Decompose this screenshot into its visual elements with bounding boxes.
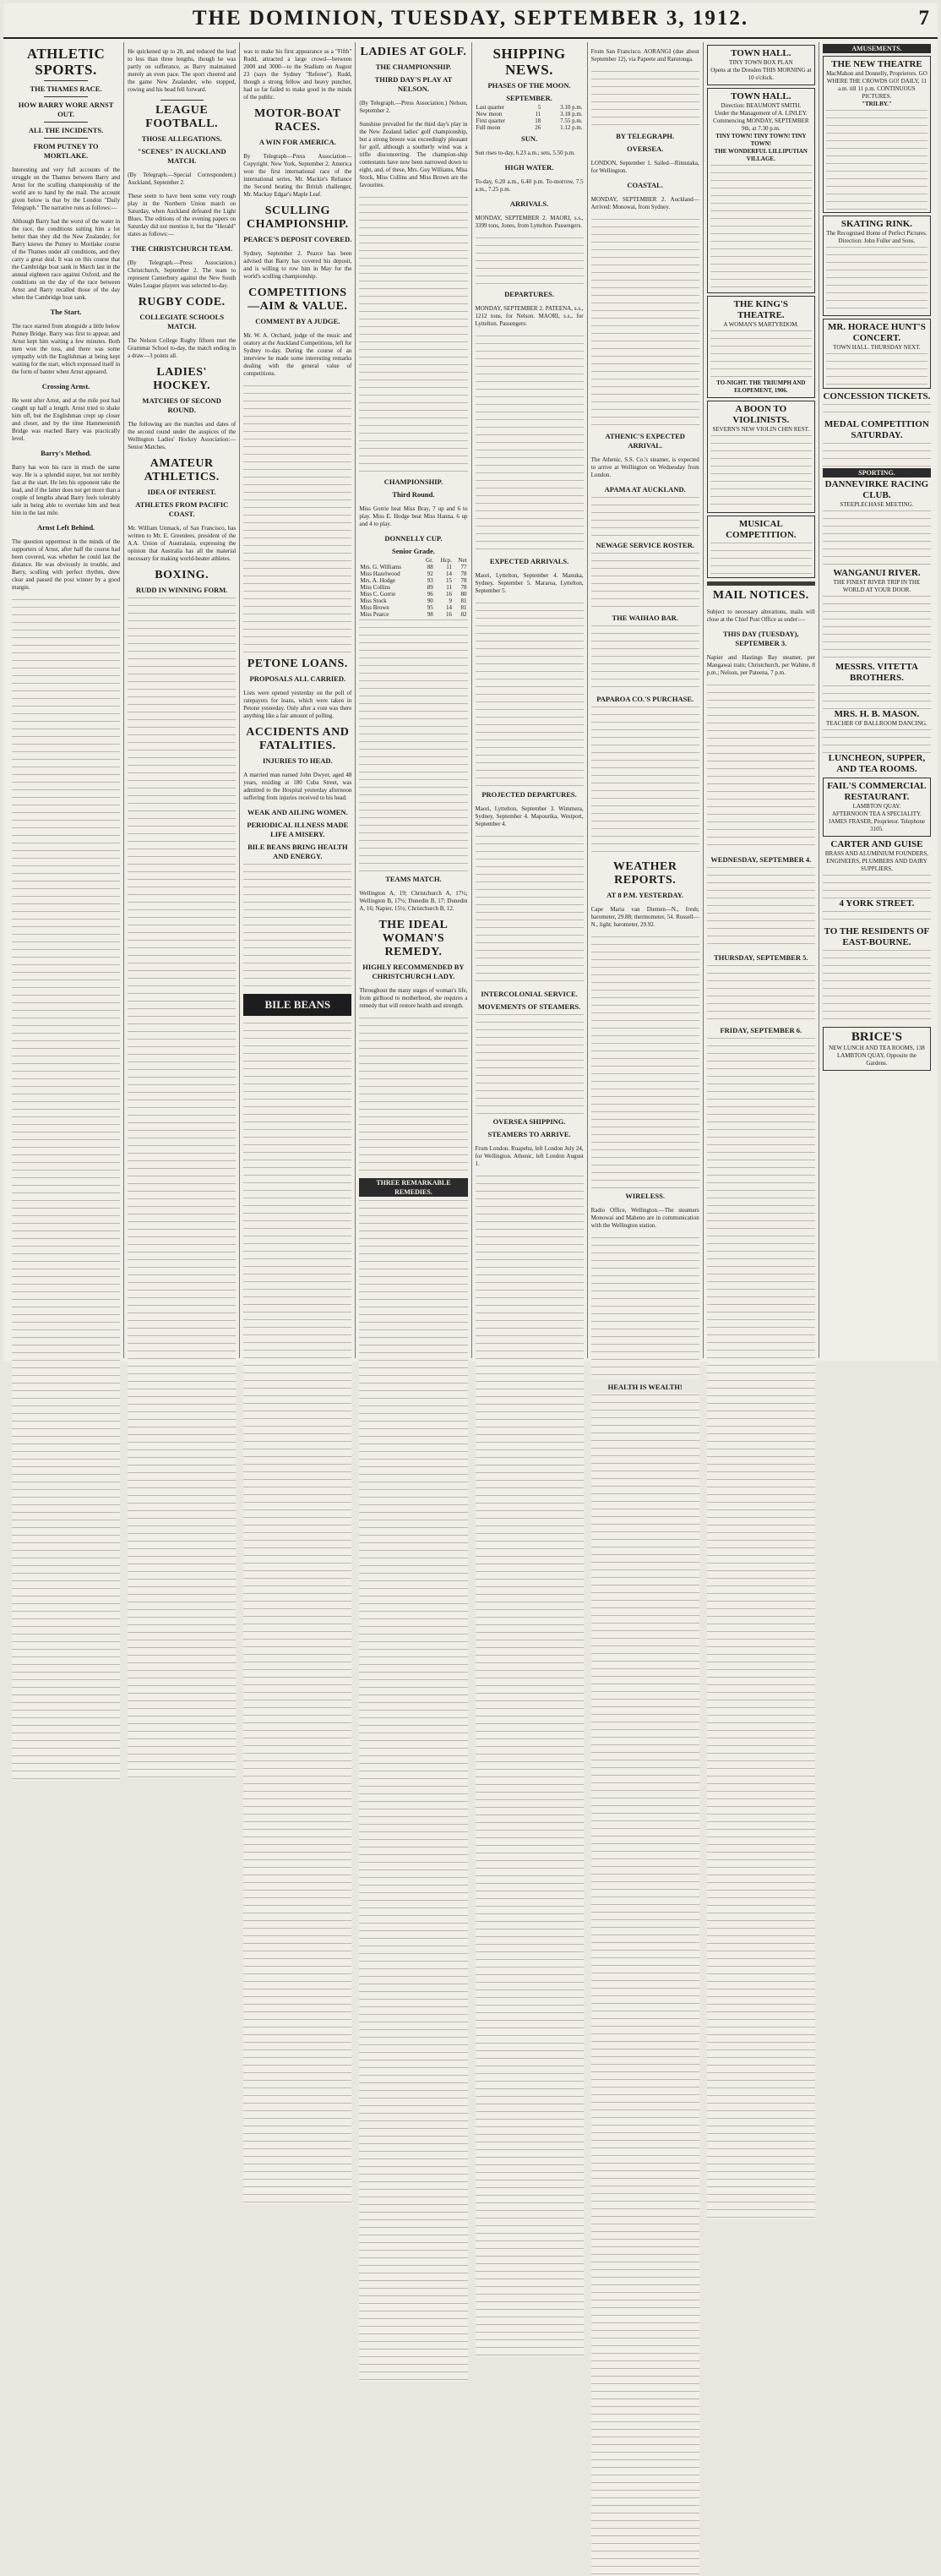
advert-subheading: THE WONDERFUL LILLIPUTIAN VILLAGE. bbox=[714, 148, 808, 162]
table-cell: 90 bbox=[427, 598, 433, 604]
subheadline: COLLEGIATE SCHOOLS MATCH. bbox=[139, 313, 225, 330]
advert-text: MacMahon and Donnelly, Proprietors. GO WHERE THE CROWDS GO! DAILY, 11 a.m. till 11 p.m. CONTINUOUS PICTURES. bbox=[826, 70, 927, 100]
subheadline: ARRIVALS. bbox=[509, 199, 549, 208]
advert bbox=[707, 88, 815, 293]
byline: (By Telegraph.—Press Association.) Nelson, September 2. bbox=[359, 100, 468, 114]
table-cell: 78 bbox=[460, 584, 467, 591]
bile-beans-advert: BILE BEANS bbox=[243, 994, 351, 1016]
subheadline: "SCENES" IN AUCKLAND MATCH. bbox=[137, 147, 226, 165]
text-block bbox=[823, 728, 931, 753]
table-cell: Mrs. A. Hodge bbox=[360, 577, 395, 584]
subheadline: DONNELLY CUP. bbox=[384, 534, 443, 543]
text-block bbox=[591, 1393, 699, 2576]
article-text: Barry has won his race in much the same way. He is a splendid stayer, but not terribly fast at the start. He lets his opponent take the lead, and if the latter does not get more than a couple of lengths ahead Barry feels tolerably safe in being able to overtake him and beat him in the last mile. bbox=[12, 464, 121, 516]
advert-heading: THE NEW THEATRE bbox=[831, 59, 922, 69]
headline: LADIES' HOCKEY. bbox=[153, 366, 211, 392]
headline: ACCIDENTS AND FATALITIES. bbox=[246, 726, 350, 752]
table-header-row bbox=[359, 557, 467, 564]
text-block bbox=[710, 163, 812, 290]
text-block bbox=[591, 69, 699, 128]
subheadline: BY TELEGRAPH. bbox=[616, 132, 675, 140]
advert-heading: SKATING RINK. bbox=[840, 219, 913, 229]
article-text: MONDAY, SEPTEMBER 2. MAORI, s.s., 3399 tons, Jones, from Lyttelton. Passengers. bbox=[475, 215, 584, 229]
advert-heading: MRS. H. B. MASON. bbox=[834, 709, 920, 719]
headline: ATHLETIC SPORTS. bbox=[26, 46, 106, 78]
article-text: Throughout the many stages of woman's life, from girlhood to motherhood, she requires a remedy that will restore health and strength. bbox=[359, 987, 468, 1009]
divider bbox=[707, 581, 815, 586]
text-block bbox=[591, 935, 699, 1188]
headline: BOXING. bbox=[155, 569, 209, 581]
article-text: Wellington A, 19; Christchurch A, 17½; Wellington B, 17½; Dunedin B, 17; Dunedin A, 16; Napier, 15½; Christchurch B, 12. bbox=[359, 890, 468, 912]
column-league-football bbox=[124, 42, 240, 1358]
text-block bbox=[476, 1012, 584, 1114]
divider bbox=[160, 100, 204, 101]
text-block bbox=[826, 108, 927, 210]
advert-text: Under the Management of A. LINLEY. Commencing MONDAY, SEPTEMBER 9th, at 7.30 p.m. bbox=[713, 110, 809, 132]
advert-heading: MESSRS. VITETTA BROTHERS. bbox=[835, 662, 918, 683]
article-text: The Athenic, S.S. Co.'s steamer, is expected to arrive at Wellington on Wednesday from London. bbox=[590, 456, 699, 478]
section-heading: Crossing Arnst. bbox=[41, 382, 90, 390]
table-cell: 7.55 p.m. bbox=[560, 117, 583, 124]
article-text: By Telegraph—Press Association—Copyright. New York, September 2. America won the first international race of the international series, Mr. Mackie's Reliance the Second beating the British challenger, Mr. Mackay Edgar's Maple Leaf. bbox=[243, 153, 352, 198]
advert-text: THE FINEST RIVER TRIP IN THE WORLD AT YOUR DOOR. bbox=[833, 579, 921, 593]
subheadline: CHAMPIONSHIP. bbox=[383, 478, 443, 486]
table-row bbox=[359, 598, 467, 604]
headline: SCULLING CHAMPIONSHIP. bbox=[246, 205, 349, 231]
text-block bbox=[823, 402, 931, 419]
table-cell: 81 bbox=[460, 604, 467, 611]
advert-heading: DANNEVIRKE RACING CLUB. bbox=[824, 479, 929, 500]
advert-heading: MR. HORACE HUNT'S CONCERT. bbox=[828, 322, 926, 343]
article-text: The Nelson College Rugby fifteen met the Grammar School to-day, the match ending in a draw—3 points all. bbox=[128, 337, 237, 359]
columns bbox=[8, 42, 934, 1391]
article-text: Sunshine prevailed for the third day's play in the New Zealand ladies' golf championship, but a strong breeze was exceedingly pleasant for golf, although a southerly wind was a trifle disconcerting. The champion-ship contestants have now been narrowed down to eight, and, of these, Mrs. Guy Williams, Miss Stock, Miss Collins and Miss Brown are the favourites. bbox=[359, 121, 468, 188]
subheadline: HOW BARRY WORE ARNST OUT. bbox=[18, 101, 114, 118]
subheadline: MATCHES OF SECOND ROUND. bbox=[142, 396, 221, 414]
article-text: LONDON, September 1. Sailed—Rimutaka, for Wellington. bbox=[590, 160, 699, 174]
text-block bbox=[823, 948, 931, 1024]
text-block bbox=[359, 1016, 467, 1176]
subheadline: RUDD IN WINNING FORM. bbox=[135, 586, 228, 594]
article-text: MONDAY, SEPTEMBER 2. PATEENA, s.s., 1212 tons, for Nelson. MAORI, s.s., for Lyttelton. Passengers: bbox=[475, 305, 584, 327]
advert-heading: TOWN HALL. bbox=[731, 48, 791, 58]
column-town-hall-ads bbox=[704, 42, 819, 1358]
article-text: Sun rises to-day, 6.23 a.m.; sets, 5.50 p.m. bbox=[475, 150, 575, 156]
table-row bbox=[359, 564, 467, 570]
table-row bbox=[359, 604, 467, 611]
subheadline: DEPARTURES. bbox=[504, 290, 554, 298]
newspaper-page bbox=[3, 3, 938, 1391]
subheadline: TEAMS MATCH. bbox=[385, 875, 442, 883]
subheadline: THURSDAY, SEPTEMBER 5. bbox=[714, 953, 808, 962]
subheadline: APAMA AT AUCKLAND. bbox=[604, 485, 686, 494]
subheadline: HEALTH IS WEALTH! bbox=[607, 1383, 683, 1391]
article-text: The following are the matches and dates of the second round under the auspices of the Wellington Ladies' Hockey Association:— Senior Matches. bbox=[128, 421, 237, 450]
subheadline: IDEA OF INTEREST. bbox=[147, 488, 216, 496]
advert-text: SEVERN'S NEW VIOLIN CHIN REST. bbox=[712, 426, 810, 433]
table-cell: 78 bbox=[460, 577, 467, 584]
subheadline: A WIN FOR AMERICA. bbox=[258, 138, 336, 146]
masthead bbox=[3, 3, 938, 39]
table-cell: Miss Brown bbox=[360, 604, 389, 611]
table-cell: 14 bbox=[446, 570, 453, 577]
table-row bbox=[359, 577, 467, 584]
table-cell: 9 bbox=[449, 598, 453, 604]
article-text: From London. Ruapehu, left London July 24, for Wellington. Athenic, left London August 1. bbox=[475, 1145, 584, 1167]
subheadline: ATHLETES FROM PACIFIC COAST. bbox=[135, 500, 229, 518]
article-text: These seem to have been some very rough play in the Northern Union match on Saturday, when Auckland defeated the Light Blues. The editions of the evening papers on Saturday did not mention it, but the "Herald" states as follows:— bbox=[128, 193, 237, 237]
text-block bbox=[707, 1036, 815, 2219]
subheadline: STEAMERS TO ARRIVE. bbox=[487, 1130, 571, 1138]
table-cell: 11 bbox=[535, 111, 541, 117]
table-cell: 82 bbox=[460, 611, 467, 618]
advert-heading: LUNCHEON, SUPPER, AND TEA ROOMS. bbox=[828, 753, 926, 774]
article-text: From San Francisco. AORANGI (due about September 12), via Papeete and Rarotonga. bbox=[590, 48, 699, 63]
table-header: Net bbox=[458, 557, 467, 564]
table-header: Hcp. bbox=[440, 557, 453, 564]
subheadline: PERIODICAL ILLNESS MADE LIFE A MISERY. bbox=[247, 821, 349, 838]
article-text: Napier and Hastings Bay steamer, per Mangawai train; Christchurch, per Wahine, 8 p.m.; Nelson, per Pateena, 7 p.m. bbox=[706, 654, 815, 676]
article-text: He quickened up to 28, and reduced the lead to less than three lengths, though he was partly on sufferance, as Barry maintained merely an even pace. The sport cheered and the game New Zealander, who stopped, rowing and his head fell forward. bbox=[128, 48, 237, 93]
table-row bbox=[359, 591, 467, 598]
article-text: Miss Gorrie beat Miss Bray, 7 up and 6 to play. Miss E. Hodge beat Miss Hanna, 6 up and 4 to play. bbox=[359, 505, 468, 527]
text-block bbox=[823, 684, 931, 709]
advert-heading: CARTER AND GUISE bbox=[830, 839, 923, 849]
text-block bbox=[823, 909, 931, 926]
advert-subheading: TINY TOWN! TINY TOWN! TINY TOWN! bbox=[715, 133, 807, 147]
text-block bbox=[710, 541, 812, 575]
subheadline: THIRD DAY'S PLAY AT NELSON. bbox=[374, 75, 453, 93]
divider bbox=[44, 122, 87, 123]
advert-heading: MUSICAL COMPETITION. bbox=[726, 519, 797, 540]
advert bbox=[823, 56, 931, 213]
table-row bbox=[359, 584, 467, 591]
table-cell: 26 bbox=[535, 124, 541, 131]
advert-text: AFTERNOON TEA A SPECIALITY. JAMES FRASER, Proprietor. Telephone 3105. bbox=[828, 810, 926, 832]
headline: PETONE LOANS. bbox=[247, 658, 348, 670]
table-cell: 3.18 p.m. bbox=[560, 111, 583, 117]
text-block bbox=[359, 618, 467, 871]
subheadline: PAPAROA CO.'S PURCHASE. bbox=[596, 695, 694, 703]
table-header: Gr. bbox=[426, 557, 433, 564]
advert-subheading: TOWN HALL. THURSDAY NEXT. bbox=[833, 344, 921, 351]
subheadline: ATHENIC'S EXPECTED ARRIVAL. bbox=[605, 432, 685, 450]
text-block bbox=[823, 441, 931, 467]
subheadline: OVERSEA. bbox=[627, 145, 664, 153]
subheadline: PEARCE'S DEPOSIT COVERED. bbox=[243, 235, 352, 243]
subheadline: MOVEMENTS OF STEAMERS. bbox=[477, 1002, 581, 1011]
table-cell: 3.10 p.m. bbox=[560, 104, 583, 111]
table-cell: 16 bbox=[446, 611, 453, 618]
table-cell: Miss Pearce bbox=[360, 611, 389, 618]
table-row bbox=[359, 611, 467, 618]
article-text: A married man named John Dwyer, aged 48 years, residing at 180 Cuba Street, was admitted to the Hospital yesterday afternoon suffering from injuries received to his head. bbox=[243, 772, 352, 801]
divider bbox=[44, 96, 87, 97]
article-text: To-day, 6.20 a.m., 6.40 p.m. To-morrow, 7.5 a.m., 7.25 p.m. bbox=[475, 178, 584, 193]
table-cell: 77 bbox=[460, 564, 467, 570]
advert-text: The Recognised Home of Perfect Pictures. Direction: John Fuller and Sons. bbox=[826, 230, 927, 244]
advert-heading: FAIL'S COMMERCIAL RESTAURANT. bbox=[827, 781, 927, 802]
table-cell: 93 bbox=[427, 577, 433, 584]
text-block bbox=[707, 865, 815, 950]
page-number: 7 bbox=[918, 7, 929, 30]
text-block bbox=[823, 594, 931, 662]
advert-text: NEW LUNCH AND TEA ROOMS, 138 LAMBTON QUAY, Opposite the Gardens. bbox=[829, 1045, 925, 1067]
subheadline: INJURIES TO HEAD. bbox=[263, 756, 333, 765]
table-cell: 81 bbox=[460, 598, 467, 604]
table-row bbox=[476, 117, 584, 124]
text-block bbox=[476, 834, 584, 986]
subheadline: THE CHRISTCHURCH TEAM. bbox=[131, 244, 233, 253]
column-motor-boat bbox=[240, 42, 356, 1358]
table-cell: 96 bbox=[427, 591, 433, 598]
subheadline: WEAK AND AILING WOMEN. bbox=[247, 808, 348, 816]
advert-text: Opens at the Dresden THIS MORNING at 10 o'clock. bbox=[710, 67, 812, 81]
table-cell: 80 bbox=[460, 591, 467, 598]
text-block bbox=[476, 334, 584, 554]
advert-subheading: TO-NIGHT. THE TRIUMPH AND ELOPEMENT, 1906. bbox=[716, 379, 806, 394]
text-block bbox=[476, 236, 584, 287]
moon-phases-table bbox=[476, 104, 584, 131]
byline: (By Telegraph.—Special Correspondent.) Auckland, September 2. bbox=[128, 172, 237, 186]
text-block bbox=[707, 963, 815, 1023]
text-block bbox=[243, 862, 351, 989]
table-row bbox=[476, 104, 584, 111]
section-banner: AMUSEMENTS. bbox=[823, 44, 931, 53]
section-banner: SPORTING. bbox=[823, 468, 931, 478]
subheadline: INTERCOLONIAL SERVICE. bbox=[481, 990, 578, 998]
advert bbox=[707, 516, 815, 578]
table-cell: 11 bbox=[446, 584, 453, 591]
advert-heading: CONCESSION TICKETS. bbox=[823, 391, 931, 401]
article-text: (By Telegraph.—Press Association.) Christchurch, September 2. The team to represent Canterbury against the New South Wales League players was selected to-day. bbox=[128, 259, 237, 289]
headline: MOTOR-BOAT RACES. bbox=[254, 107, 341, 134]
article-text: Radio Office, Wellington.—The steamers Monowai and Maheno are in communication with the Wellington station. bbox=[590, 1207, 699, 1229]
subheadline: WEDNESDAY, SEPTEMBER 4. bbox=[710, 855, 812, 864]
divider bbox=[44, 138, 87, 139]
text-block bbox=[823, 873, 931, 898]
section-heading: Arnst Left Behind. bbox=[36, 523, 95, 532]
article-text: Maori, Lyttelton, September 4. Manuka, Sydney, September 5. Mararoa, Lyttelton, September 5. bbox=[475, 572, 584, 594]
advert-subheading: "TRILBY." bbox=[862, 101, 892, 107]
advert bbox=[707, 45, 815, 85]
article-text: Sydney, September 2. Pearce has been advised that Barry has covered his deposit, and is willing to row him in May for the world's sculling championship. bbox=[243, 250, 352, 280]
advert-subheading: A WOMAN'S MARTYRDOM. bbox=[723, 321, 799, 328]
column-athletic-sports bbox=[8, 42, 124, 1358]
headline: LEAGUE FOOTBALL. bbox=[145, 104, 219, 130]
headline: RUGBY CODE. bbox=[138, 296, 226, 308]
table-cell: Miss Hazelwood bbox=[360, 570, 400, 577]
table-cell: 1.12 p.m. bbox=[560, 124, 583, 131]
subheadline: HIGH WATER. bbox=[504, 163, 554, 172]
headline: SHIPPING NEWS. bbox=[492, 46, 566, 78]
subheadline: THIS DAY (TUESDAY), SEPTEMBER 3. bbox=[723, 630, 799, 647]
headline: MAIL NOTICES. bbox=[712, 589, 809, 602]
subheadline: COASTAL. bbox=[627, 181, 663, 189]
article-text: Cape Maria van Diemen—N., fresh; barometer, 29.88; thermometer, 54. Russell—N., light; barometer, 29.92. bbox=[590, 906, 699, 928]
subheadline: THE THAMES RACE. bbox=[30, 85, 102, 93]
table-cell: Last quarter bbox=[476, 104, 505, 111]
subheadline: HIGHLY RECOMMENDED BY CHRISTCHURCH LADY. bbox=[362, 963, 465, 980]
subheadline: Third Round. bbox=[392, 490, 435, 499]
table-cell: 89 bbox=[427, 584, 433, 591]
table-header bbox=[359, 557, 421, 564]
advert-heading: A BOON TO VIOLINISTS. bbox=[732, 404, 790, 425]
table-cell: 92 bbox=[427, 570, 433, 577]
text-block bbox=[823, 509, 931, 568]
subheadline: ALL THE INCIDENTS. bbox=[28, 126, 104, 134]
column-amusements bbox=[819, 42, 934, 1358]
advert-heading: BRICE'S bbox=[851, 1030, 902, 1044]
table-cell: 95 bbox=[427, 604, 433, 611]
headline: WEATHER REPORTS. bbox=[612, 860, 677, 887]
article-text: Maori, Lyttelton, September 3. Wimmera, Sydney, September 4. Mapourika, Westport, September 4. bbox=[475, 805, 584, 827]
text-block bbox=[707, 683, 815, 852]
table-row bbox=[476, 111, 584, 117]
advert-heading: WANGANUI RIVER. bbox=[833, 568, 921, 578]
advert-heading: 4 YORK STREET. bbox=[839, 898, 915, 909]
table-cell: 16 bbox=[446, 591, 453, 598]
subheadline: THE CHAMPIONSHIP. bbox=[375, 63, 452, 71]
text-block bbox=[710, 329, 812, 379]
advert-subheading: Direction: BEAUMONT SMITH. bbox=[721, 102, 802, 109]
table-cell: 18 bbox=[535, 117, 541, 124]
text-block bbox=[12, 598, 120, 1781]
text-block bbox=[591, 551, 699, 610]
subheadline: PROJECTED DEPARTURES. bbox=[481, 790, 577, 799]
subheadline: SEPTEMBER. bbox=[506, 94, 552, 102]
table-row bbox=[359, 570, 467, 577]
section-heading: Barry's Method. bbox=[41, 449, 92, 457]
advert-text: BRASS AND ALUMINIUM FOUNDERS, ENGINEERS, PLUMBERS AND DAIRY SUPPLIERS. bbox=[824, 850, 928, 872]
text-block bbox=[826, 352, 927, 385]
subheadline: WIRELESS. bbox=[625, 1192, 665, 1200]
table-cell: Miss C. Gorrie bbox=[360, 591, 396, 598]
text-block bbox=[591, 217, 699, 428]
table-cell: 15 bbox=[446, 577, 453, 584]
table-cell: Miss Stock bbox=[360, 598, 387, 604]
text-block bbox=[243, 1021, 351, 2204]
divider bbox=[44, 80, 87, 81]
table-cell: 14 bbox=[446, 604, 453, 611]
advert bbox=[707, 401, 815, 513]
text-block bbox=[476, 1174, 584, 2357]
headline: LADIES AT GOLF. bbox=[360, 46, 467, 58]
advert-heading: TO THE RESIDENTS OF EAST-BOURNE. bbox=[824, 926, 930, 947]
article-text: Lists were opened yesterday on the poll of ratepayers for loans, which were taken in Petone yesterday. Only after a vote was there anything like a fair amount of polling. bbox=[243, 690, 352, 719]
subheadline: FROM PUTNEY TO MORTLAKE. bbox=[33, 142, 99, 160]
advert-subheading: STEEPLECHASE MEETING. bbox=[840, 501, 914, 508]
table-cell: Mrs. G. Williams bbox=[360, 564, 401, 570]
subheadline: BILE BEANS BRING HEALTH AND ENERGY. bbox=[247, 843, 348, 860]
subheadline: AT 8 P.M. YESTERDAY. bbox=[606, 891, 684, 899]
advert-heading: THE KING'S THEATRE. bbox=[733, 299, 789, 320]
headline: AMATEUR ATHLETICS. bbox=[144, 457, 220, 483]
table-cell: 78 bbox=[460, 570, 467, 577]
article-text: Although Barry had the worst of the water in the race, the conditions suiting him a lot better than they did the New Zealander, for Barry knows the Putney to Mortlake course of the Thames under all conditions, and they carry a great deal. It was on this course that the Cambridge boat sank in March last in the annual eighteen race against Oxford, and the conditions on the day of the race between Arnst and Barry recalled those of the day when the Cambridge boat sank. bbox=[12, 218, 121, 301]
article-text: was to make his first appearance as a "Fifth" Rudd, attracted a large crowd—between 2000 and 3000—to the Stadium on August 23 (says the Sydney "Referee"). Rudd, though a strong fellow and heavy puncher, had so far failed to make good in the minds of the public. bbox=[243, 48, 352, 101]
subheadline: Senior Grade. bbox=[392, 547, 435, 555]
advert-banner: THREE REMARKABLE REMEDIES. bbox=[359, 1178, 467, 1197]
advert-text: TEACHER OF BALLROOM DANCING. bbox=[826, 720, 927, 727]
subheadline: SUN. bbox=[520, 134, 538, 143]
text-block bbox=[128, 596, 236, 1779]
advert-heading: MEDAL COMPETITION SATURDAY. bbox=[824, 419, 929, 440]
text-block bbox=[243, 384, 351, 654]
column-shipping-continued bbox=[588, 42, 704, 1391]
table-cell: First quarter bbox=[476, 117, 505, 124]
subheadline: PHASES OF THE MOON. bbox=[487, 81, 571, 90]
subheadline: FRIDAY, SEPTEMBER 6. bbox=[720, 1026, 802, 1034]
subheadline: PROPOSALS ALL CARRIED. bbox=[249, 674, 346, 683]
article-text: He went after Arnst, and at the mile post had caught up half a length. Arnst tried to shake him off, but the Englishman crept up closer and closer, and by the time Hammersmith Bridge was reached Barry was practically level. bbox=[12, 397, 121, 442]
table-cell: Full moon bbox=[476, 124, 501, 131]
advert bbox=[823, 778, 931, 837]
text-block bbox=[591, 1236, 699, 1379]
table-cell: 98 bbox=[427, 611, 433, 618]
advert-subheading: LAMBTON QUAY. bbox=[852, 803, 901, 810]
masthead-title: THE DOMINION, TUESDAY, SEPTEMBER 3, 1912. bbox=[192, 7, 749, 30]
advert-heading: TOWN HALL. bbox=[731, 91, 791, 101]
subheadline: OVERSEA SHIPPING. bbox=[492, 1117, 566, 1126]
column-shipping-news bbox=[472, 42, 588, 1358]
article-text: The question uppermost in the minds of the supporters of Arnst, after half the course had been covered, was whether he could last the distance. He was obviously in trouble, and Barry, sculling with perfect rhythm, drew clear and passed the post winner by a good margin. bbox=[12, 538, 121, 591]
column-ladies-golf bbox=[356, 42, 471, 1358]
text-block bbox=[359, 1198, 467, 2382]
subheadline: EXPECTED ARRIVALS. bbox=[489, 557, 569, 565]
scores-table bbox=[359, 557, 467, 618]
text-block bbox=[359, 195, 467, 474]
table-cell: 5 bbox=[537, 104, 541, 111]
advert bbox=[707, 296, 815, 398]
text-block bbox=[710, 434, 812, 510]
article-text: MONDAY, SEPTEMBER 2. Auckland—Arrived: Monowai, from Sydney. bbox=[590, 196, 699, 210]
article-text: Mr. W. A. Orchard, judge of the music and oratory at the Auckland Competitions, left for Sydney to-day. During the course of an interview he made some interesting remarks dealing with the general value of competitions. bbox=[243, 332, 352, 377]
advert bbox=[823, 216, 931, 316]
table-cell: New moon bbox=[476, 111, 503, 117]
text-block bbox=[826, 245, 927, 313]
text-block bbox=[476, 601, 584, 787]
article-text: Mr. William Unmack, of San Francisco, has written to Mr. E. Greenlees, president of the A.A. Union of Australasia, expressing the opinion that Australia has all the material necessary for making world-beater athletes. bbox=[128, 525, 237, 562]
text-block bbox=[591, 495, 699, 538]
subheadline: NEWAGE SERVICE ROSTER. bbox=[596, 541, 694, 549]
advert bbox=[823, 1027, 931, 1071]
article-text: The race started from alongside a little below Putney Bridge. Barry was first to appear, and Arnst kept him waiting a few minutes. Both men won the toss, and there was some sympathy with the Englishman at being kept waiting for the start, which expressed itself in the form of banter when Arnst appeared. bbox=[12, 323, 121, 375]
text-block bbox=[591, 705, 699, 857]
table-cell: 11 bbox=[446, 564, 453, 570]
section-heading: The Start. bbox=[50, 308, 82, 316]
subheadline: THOSE ALLEGATIONS. bbox=[141, 134, 222, 143]
article-text: Interesting and very full accounts of the struggle on the Thames between Barry and Arnst for the sculling championship of the world are to hand by the mail. The account given below is that by the London "Daily Telegraph." The narrative runs as follows:— bbox=[12, 166, 121, 211]
advert bbox=[823, 319, 931, 389]
article-text: Subject to necessary alterations, mails will close at the Chief Post Office as under:— bbox=[706, 609, 815, 623]
table-cell: Miss Collins bbox=[360, 584, 390, 591]
headline: THE IDEAL WOMAN'S REMEDY. bbox=[378, 919, 449, 958]
table-row bbox=[476, 124, 584, 131]
text-block bbox=[591, 624, 699, 691]
subheadline: THE WAIHAO BAR. bbox=[612, 614, 678, 622]
table-cell: 88 bbox=[427, 564, 433, 570]
subheadline: COMMENT BY A JUDGE. bbox=[255, 317, 340, 325]
advert-subheading: TINY TOWN BOX PLAN bbox=[729, 59, 793, 66]
headline: COMPETITIONS—AIM & VALUE. bbox=[247, 287, 348, 313]
